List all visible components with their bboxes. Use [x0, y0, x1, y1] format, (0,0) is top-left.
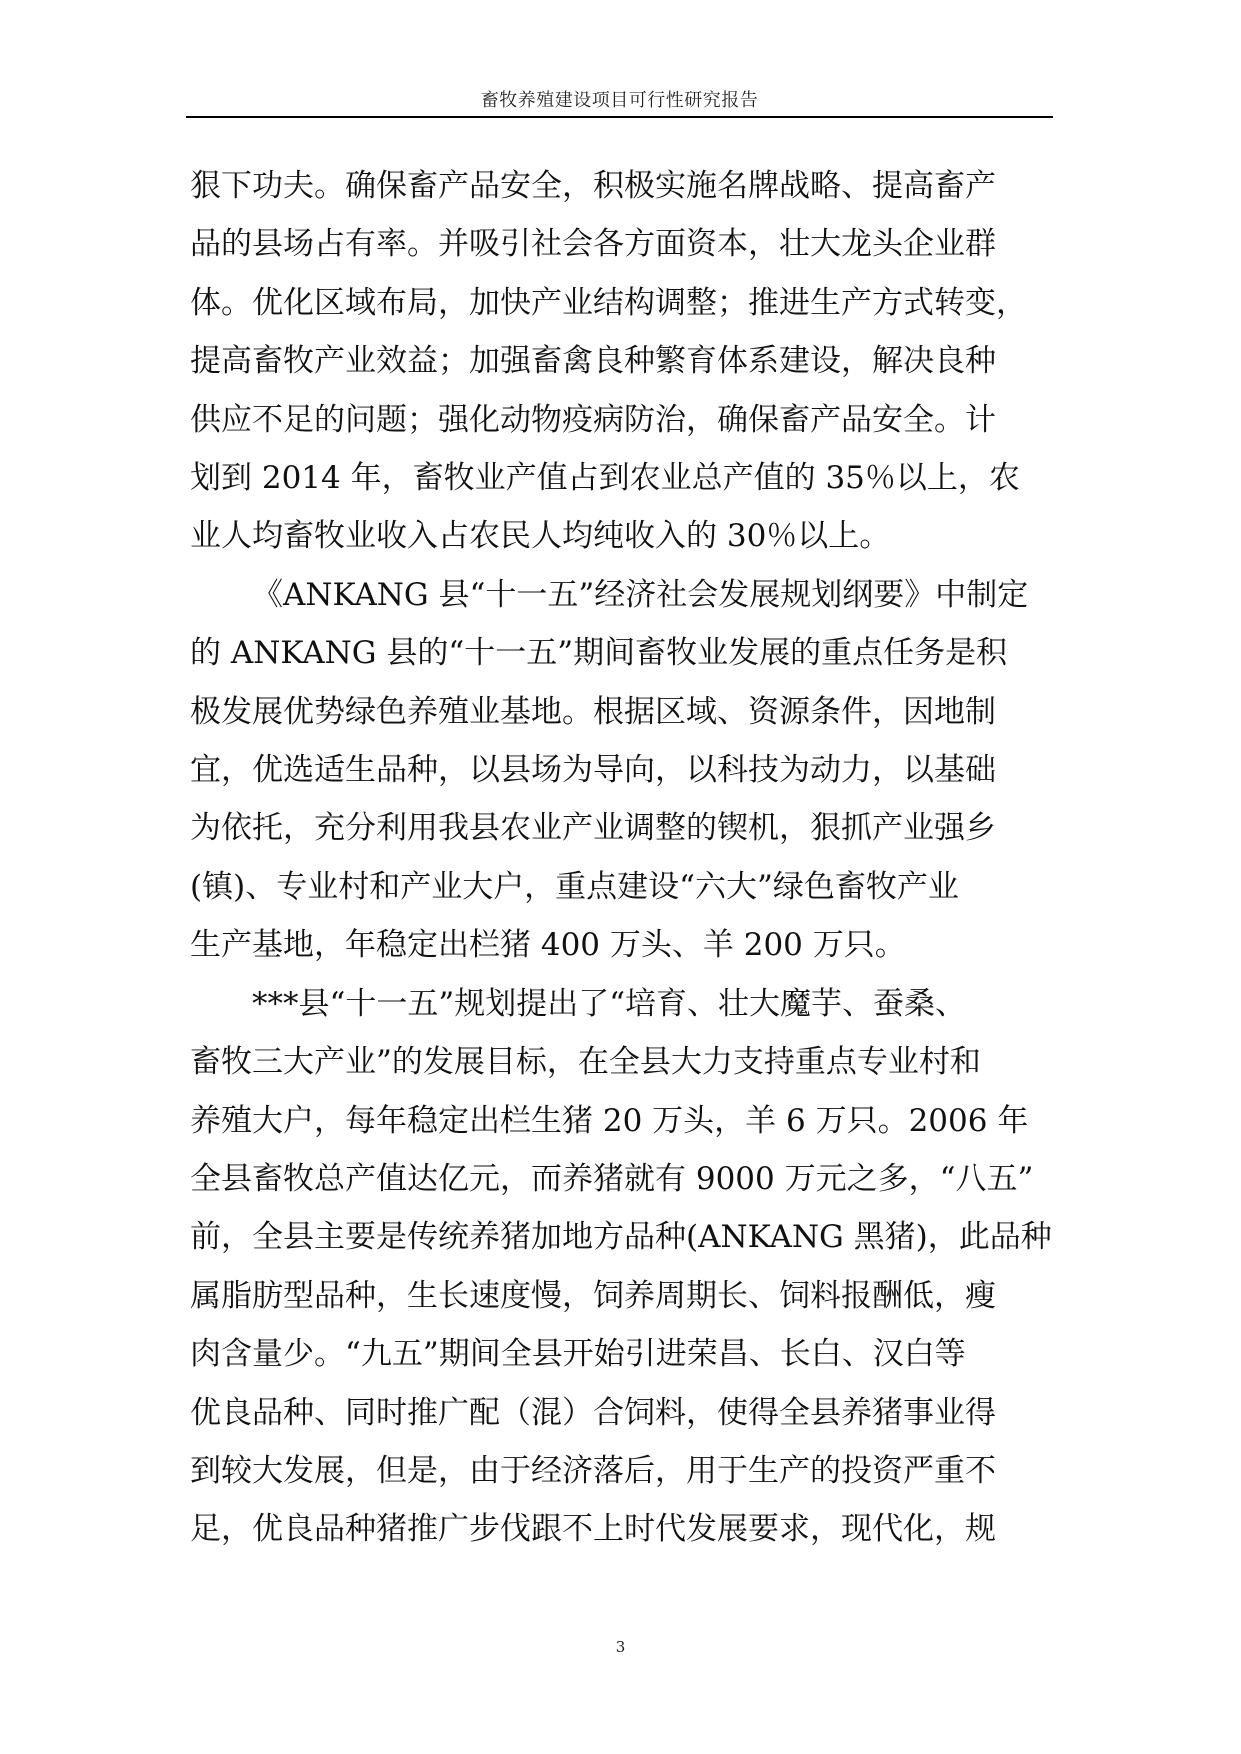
text-line: 体。优化区域布局，加快产业结构调整；推进生产方式转变，: [190, 284, 1027, 321]
text-line: 肉含量少。“九五”期间全县开始引进荣昌、长白、汉白等: [190, 1336, 966, 1373]
page-number: 3: [615, 1638, 626, 1656]
text-line: 宜，优选适生品种，以县场为导向，以科技为动力，以基础: [190, 752, 996, 789]
text-line: 养殖大户，每年稳定出栏生猪 20 万头，羊 6 万只。2006 年: [190, 1102, 1029, 1139]
text-line: 供应不足的问题；强化动物疫病防治，确保畜产品安全。计: [190, 401, 996, 438]
running-header: 畜牧养殖建设项目可行性研究报告: [480, 90, 759, 111]
text-line: 为依托，充分利用我县农业产业调整的锲机，狠抓产业强乡: [190, 810, 996, 847]
text-line: 狠下功夫。确保畜产品安全，积极实施名牌战略、提高畜产: [190, 168, 996, 204]
text-line: 优良品种、同时推广配（混）合饲料，使得全县养猪事业得: [190, 1394, 996, 1431]
text-line: 到较大发展，但是，由于经济落后，用于生产的投资严重不: [190, 1452, 996, 1489]
text-line: 划到 2014 年，畜牧业产值占到农业总产值的 35％以上，农: [190, 460, 1020, 497]
text-line: 品的县场占有率。并吸引社会各方面资本，壮大龙头企业群: [190, 226, 996, 263]
text-line: 极发展优势绿色养殖业基地。根据区域、资源条件，因地制: [190, 693, 996, 730]
text-line: 的 ANKANG 县的“十一五”期间畜牧业发展的重点任务是积: [190, 635, 1008, 672]
header-divider: [186, 116, 1053, 118]
text-line: 业人均畜牧业收入占农民人均纯收入的 30％以上。: [190, 518, 891, 555]
text-line: 生产基地，年稳定出栏猪 400 万头、羊 200 万只。: [190, 927, 906, 964]
text-line: 全县畜牧总产值达亿元，而养猪就有 9000 万元之多，“八五”: [190, 1160, 1034, 1197]
text-line: 足，优良品种猪推广步伐跟不上时代发展要求，现代化，规: [190, 1511, 996, 1548]
text-line: 属脂肪型品种，生长速度慢，饲养周期长、饲料报酬低，瘦: [190, 1277, 996, 1314]
text-line: 前，全县主要是传统养猪加地方品种(ANKANG 黑猪)，此品种: [190, 1219, 1052, 1256]
paragraph-start-line: ***县“十一五”规划提出了“培育、壮大魔芋、蚕桑、: [252, 985, 967, 1022]
text-line: 畜牧三大产业”的发展目标，在全县大力支持重点专业村和: [190, 1044, 981, 1081]
body-text: [190, 157, 1052, 1559]
paragraph-start-line: 《ANKANG 县“十一五”经济社会发展规划纲要》中制定: [252, 576, 1029, 613]
text-line: (镇)、专业村和产业大户，重点建设“六大”绿色畜牧产业: [190, 868, 959, 905]
text-line: 提高畜牧产业效益；加强畜禽良种繁育体系建设，解决良种: [190, 343, 996, 380]
